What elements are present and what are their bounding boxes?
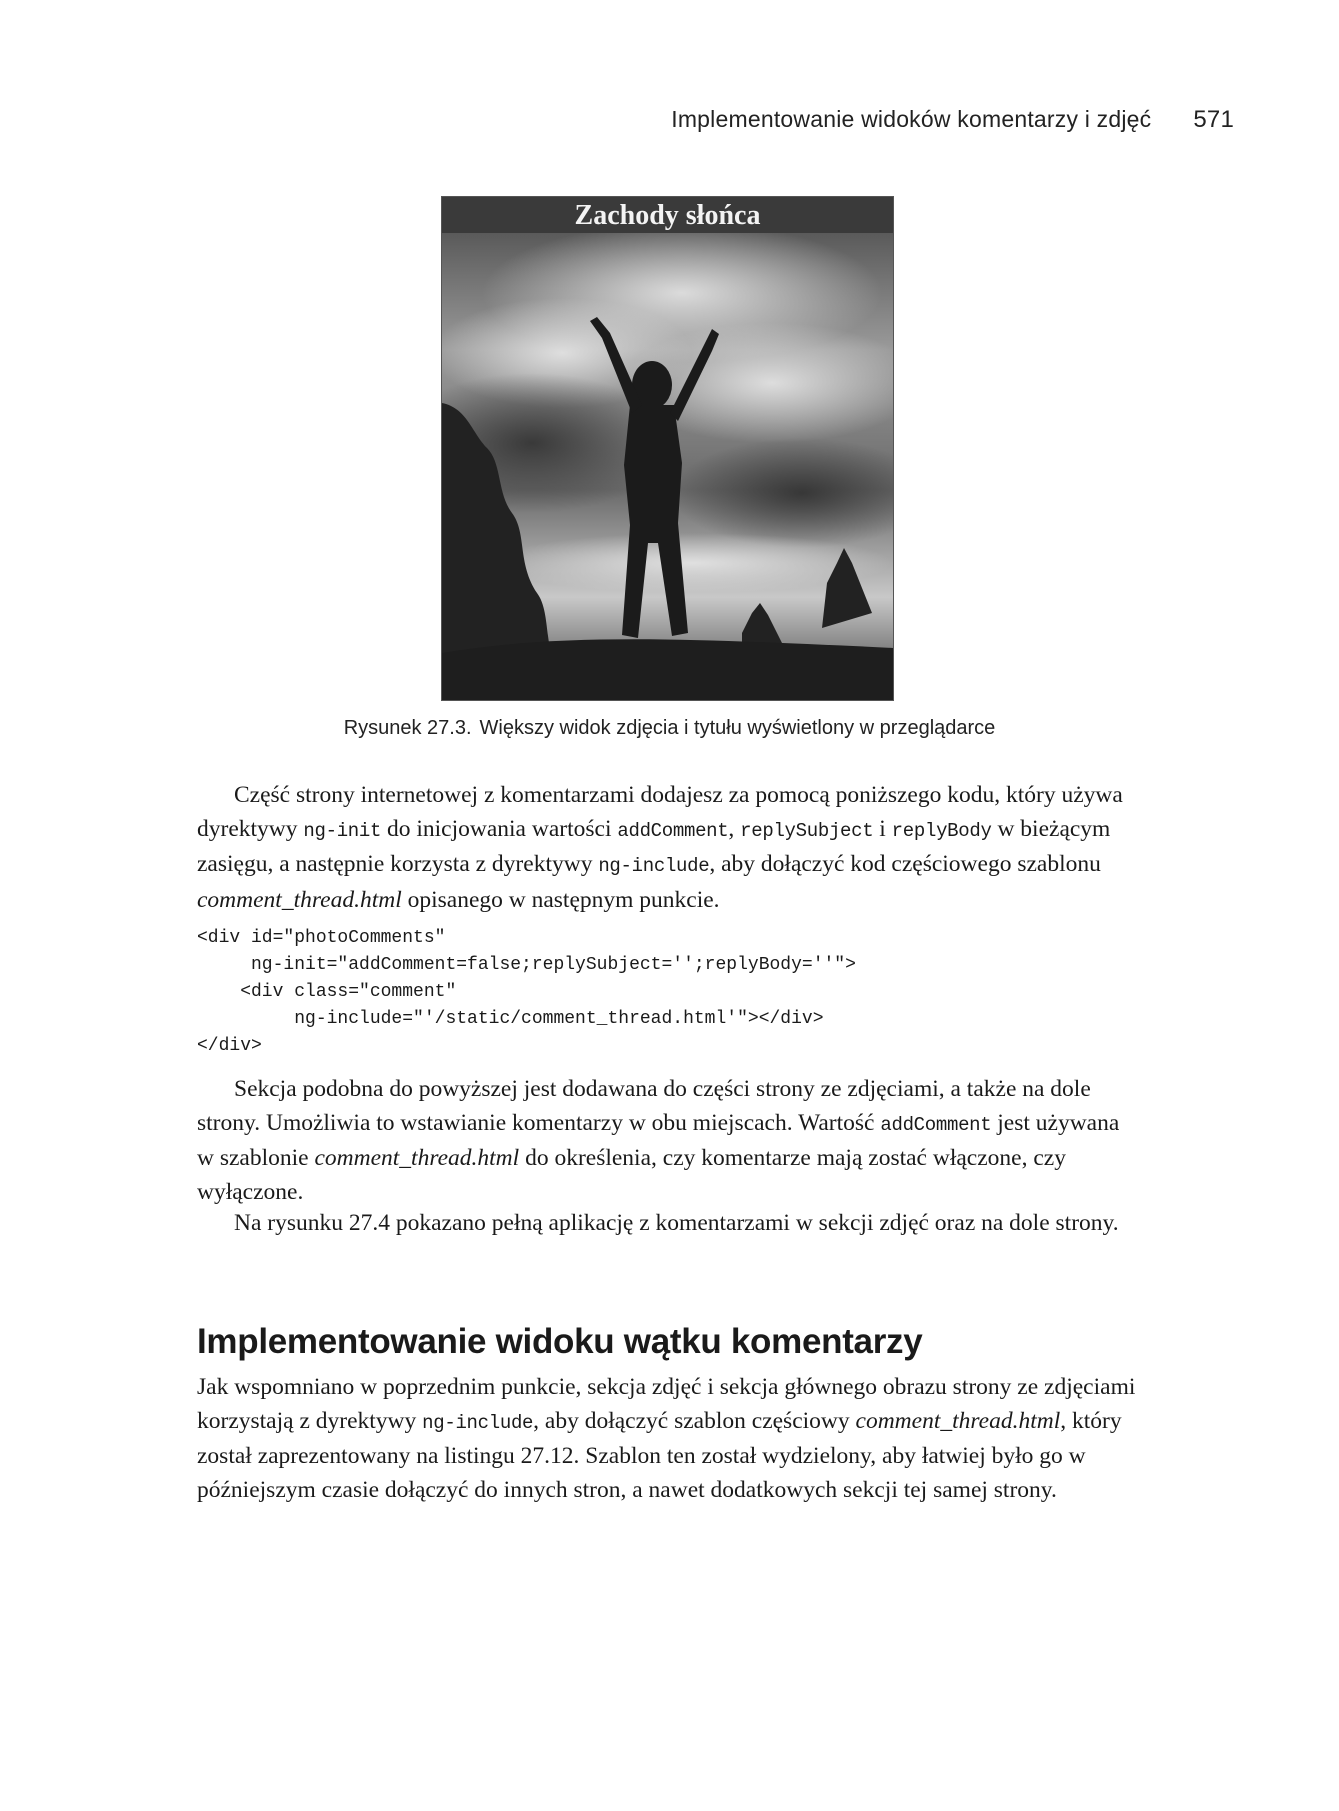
text-run: i: [873, 815, 892, 842]
figure-caption-text: Większy widok zdjęcia i tytułu wyświetlony w przeglądarce: [479, 717, 996, 739]
text-run: Jak wspomniano w poprzednim punkcie, sekcja zdjęć i sekcja głównego obrazu strony ze zdjęciami korzystają z dyrektywy: [197, 1374, 1136, 1434]
inline-code: ng-include: [598, 855, 710, 877]
inline-code: replySubject: [740, 819, 874, 842]
text-run: do inicjowania wartości: [381, 815, 618, 842]
italic-filename: comment_thread.html: [314, 1145, 520, 1171]
section-heading: Implementowanie widoku wątku komentarzy: [197, 1322, 923, 1361]
text-run: , który został zaprezentowany na listingu 27.12. Szablon ten został wydzielony, aby łatwiej było go w późniejszym czasie dołączyć do innych stron, a nawet dodatkowych sekcji tej samej strony.: [197, 1407, 1122, 1503]
figure-caption-label: Rysunek 27.3.: [343, 717, 472, 739]
paragraph-thread-view: [197, 1371, 1137, 1507]
inline-code: addComment: [617, 819, 729, 842]
figure-photo: [441, 196, 894, 701]
text-run: Część strony internetowej z komentarzami dodajesz za pomocą poniższego kodu, który używa dyrektywy: [197, 782, 1123, 842]
inline-code: ng-include: [422, 1411, 534, 1434]
code-line: <div id="photoComments": [197, 928, 446, 948]
paragraph-figure-ref: [197, 1207, 1137, 1241]
inline-code: addComment: [880, 1113, 992, 1136]
code-line: <div class="comment": [197, 982, 457, 1002]
code-listing: [197, 925, 856, 1060]
text-run: w bieżącym zasięgu, a następnie korzysta z dyrektywy: [197, 815, 1111, 877]
code-line: ng-include="'/static/comment_thread.html'"></div>: [197, 1009, 824, 1029]
italic-filename: comment_thread.html: [855, 1407, 1061, 1434]
paragraph-section-info: [197, 1073, 1137, 1209]
text-run: , aby dołączyć kod częściowego szablonu: [709, 851, 1101, 877]
text-run: opisanego w następnym punkcie.: [401, 886, 720, 913]
text-run: Na rysunku 27.4 pokazano pełną aplikację z komentarzami w sekcji zdjęć oraz na dole strony.: [234, 1210, 1119, 1236]
page-number: 571: [1193, 106, 1234, 133]
italic-filename: comment_thread.html: [197, 886, 402, 913]
inline-code: replyBody: [891, 819, 992, 842]
sunset-silhouette-image: [442, 233, 893, 700]
text-run: Sekcja podobna do powyższej jest dodawana do części strony ze zdjęciami, a także na dole strony. Umożliwia to wstawianie komentarzy w obu miejscach. Wartość: [197, 1076, 1091, 1136]
code-line: ng-init="addComment=false;replySubject='';replyBody=''">: [197, 955, 856, 975]
text-run: ,: [728, 815, 741, 842]
text-run: jest używana w szablonie: [197, 1109, 1120, 1171]
photo-title: Zachody słońca: [442, 197, 893, 233]
inline-code: ng-init: [303, 819, 382, 842]
paragraph-intro: [197, 779, 1137, 917]
text-run: , aby dołączyć szablon częściowy: [533, 1407, 856, 1434]
running-header: [0, 106, 1234, 134]
code-line: </div>: [197, 1036, 262, 1056]
header-title: Implementowanie widoków komentarzy i zdjęć: [671, 106, 1152, 132]
text-run: do określenia, czy komentarze mają zostać włączone, czy wyłączone.: [197, 1145, 1066, 1205]
figure-caption: [0, 717, 1339, 740]
